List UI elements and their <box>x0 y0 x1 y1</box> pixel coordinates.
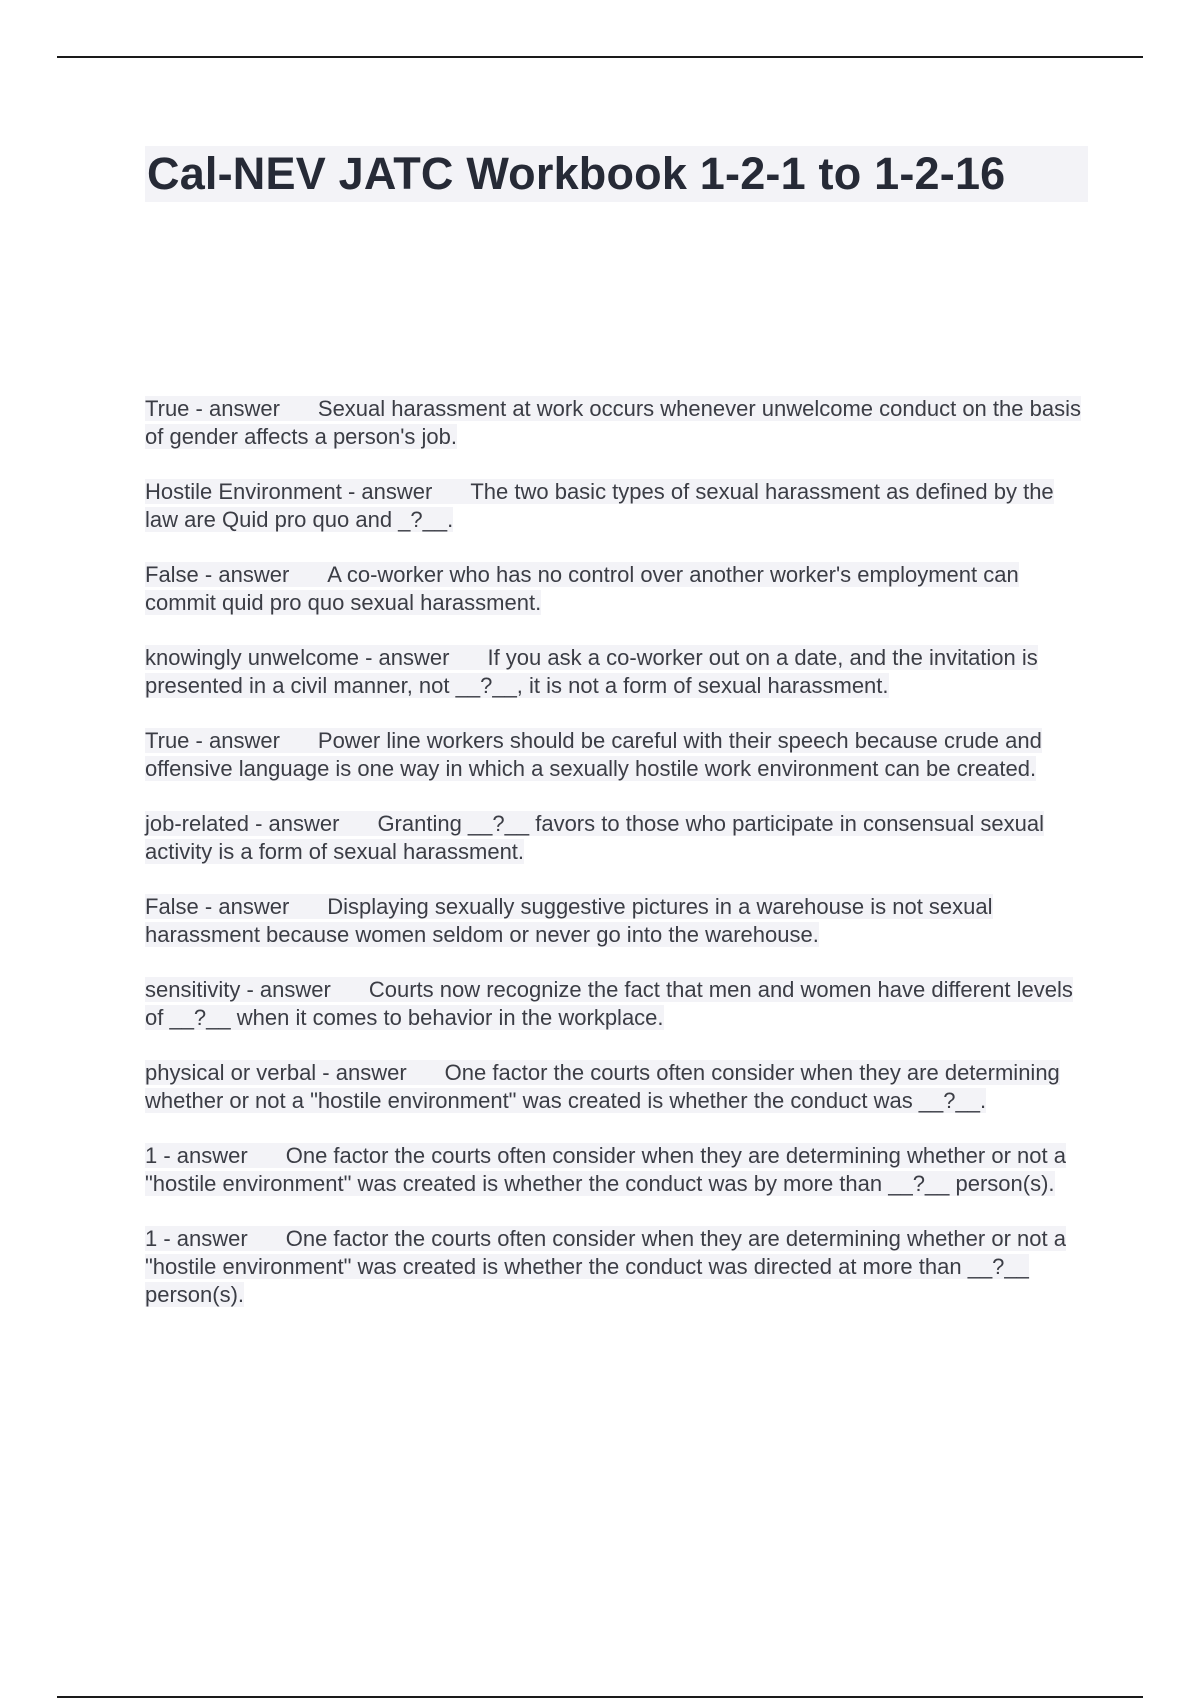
qa-item <box>145 395 1090 451</box>
qa-question: One factor the courts often consider when they are determining whether or not a "hostile environment" was created is whether the conduct was directed at more than __?__ person(s). <box>145 1226 1066 1307</box>
qa-answer: job-related - answer <box>145 811 340 836</box>
qa-answer: False - answer <box>145 894 290 919</box>
qa-answer: True - answer <box>145 396 280 421</box>
qa-item <box>145 810 1090 866</box>
qa-question: The two basic types of sexual harassment as defined by the law are Quid pro quo and _?__. <box>145 479 1054 532</box>
qa-item <box>145 561 1090 617</box>
qa-question: A co-worker who has no control over another worker's employment can commit quid pro quo sexual harassment. <box>145 562 1019 615</box>
qa-question: If you ask a co-worker out on a date, and the invitation is presented in a civil manner, not __?__, it is not a form of sexual harassment. <box>145 645 1038 698</box>
qa-question: One factor the courts often consider when they are determining whether or not a "hostile environment" was created is whether the conduct was __?__. <box>145 1060 1060 1113</box>
qa-answer: sensitivity - answer <box>145 977 331 1002</box>
qa-question: Power line workers should be careful with their speech because crude and offensive language is one way in which a sexually hostile work environment can be created. <box>145 728 1042 781</box>
qa-question: Granting __?__ favors to those who participate in consensual sexual activity is a form of sexual harassment. <box>145 811 1044 864</box>
qa-answer: Hostile Environment - answer <box>145 479 433 504</box>
qa-question: Sexual harassment at work occurs whenever unwelcome conduct on the basis of gender affects a person's job. <box>145 396 1081 449</box>
qa-answer: True - answer <box>145 728 280 753</box>
qa-item <box>145 1225 1090 1309</box>
qa-item <box>145 1142 1090 1198</box>
qa-list <box>145 395 1090 1336</box>
qa-answer: 1 - answer <box>145 1143 248 1168</box>
qa-item <box>145 976 1090 1032</box>
qa-answer: 1 - answer <box>145 1226 248 1251</box>
qa-question: One factor the courts often consider when they are determining whether or not a "hostile environment" was created is whether the conduct was by more than __?__ person(s). <box>145 1143 1066 1196</box>
page-title: Cal-NEV JATC Workbook 1-2-1 to 1-2-16 <box>147 148 1006 199</box>
qa-item <box>145 1059 1090 1115</box>
qa-item <box>145 644 1090 700</box>
qa-answer: False - answer <box>145 562 290 587</box>
bottom-rule <box>57 1696 1143 1698</box>
qa-question: Courts now recognize the fact that men and women have different levels of __?__ when it comes to behavior in the workplace. <box>145 977 1073 1030</box>
qa-answer: physical or verbal - answer <box>145 1060 407 1085</box>
title-block <box>145 146 1088 202</box>
qa-answer: knowingly unwelcome - answer <box>145 645 450 670</box>
qa-item <box>145 893 1090 949</box>
qa-item <box>145 727 1090 783</box>
qa-item <box>145 478 1090 534</box>
qa-question: Displaying sexually suggestive pictures in a warehouse is not sexual harassment because women seldom or never go into the warehouse. <box>145 894 993 947</box>
top-rule <box>57 56 1143 58</box>
